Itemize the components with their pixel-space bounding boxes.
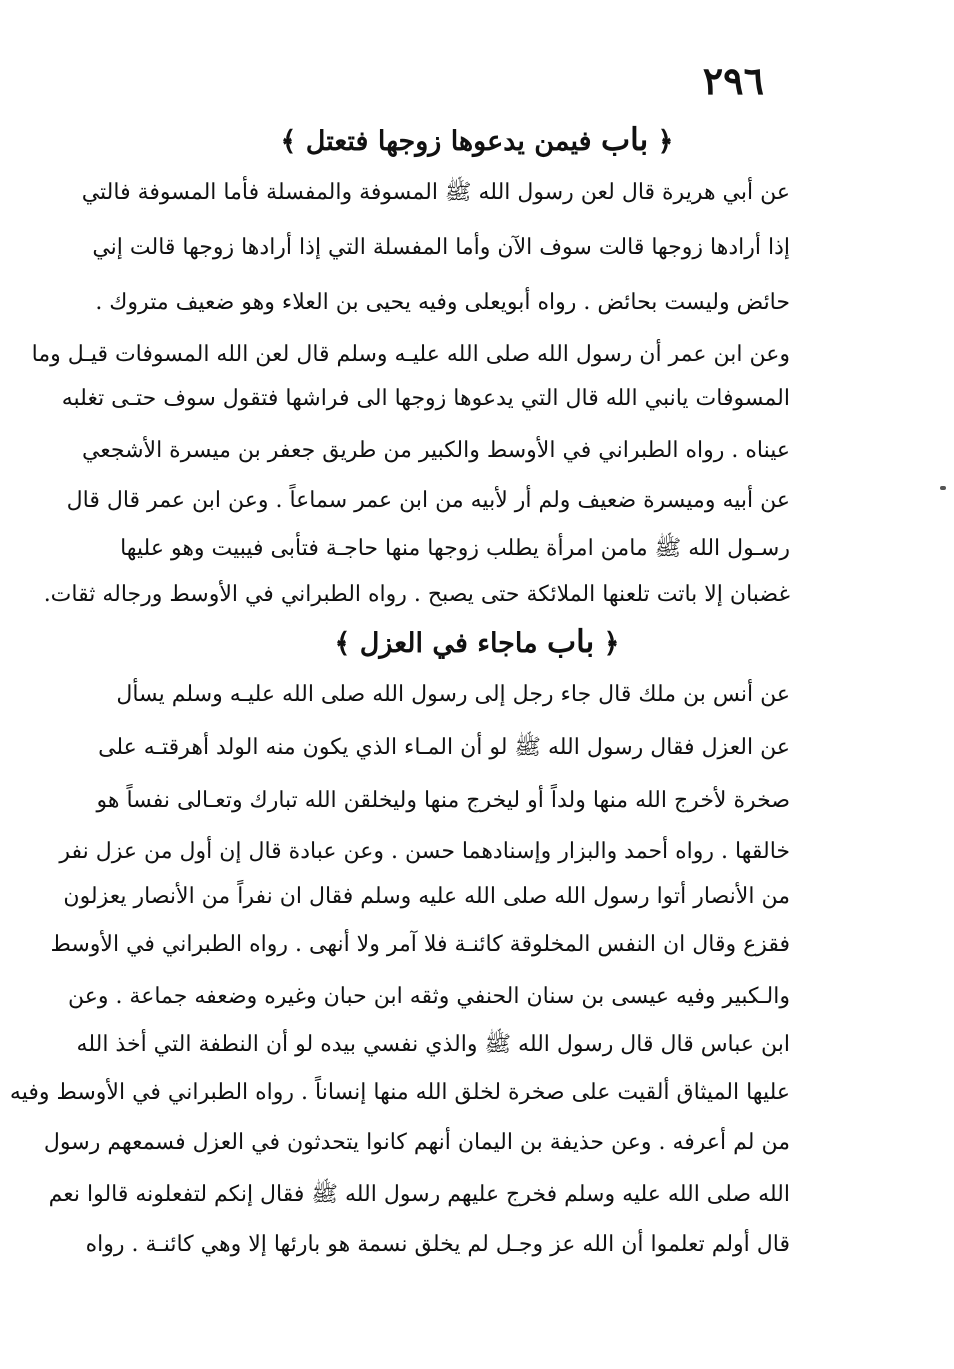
- text-line: عن أبي هريرة قال لعن رسول الله ﷺ المسوفة والمفسلة فأما المسوفة فالتي: [81, 180, 790, 205]
- heading-close-bracket: ﴾: [280, 126, 297, 157]
- text-line: عن أبيه وميسرة ضعيف ولم أر لأبيه من ابن عمر سماعاً . وعن ابن عمر قال قال: [66, 488, 790, 513]
- text-line: عن أنس بن ملك قال جاء رجل إلى رسول الله صلى الله عليـه وسلم يسأل: [116, 682, 790, 707]
- text-line: فقزع وقال ان النفس المخلوقة كائنـة فلا آمر ولا أنهى . رواه الطبراني في الأوسط: [50, 932, 790, 957]
- scan-speck: [940, 486, 946, 490]
- text-line: صخرة لأخرج الله منها ولداً أو ليخرج منها وليخلقن الله تبارك وتعـالى نفساً هو: [96, 788, 790, 813]
- text-line: خالقها . رواه أحمد والبزار وإسنادهما حسن . وعن عبادة قال إن أول من عزل نفر: [59, 839, 790, 864]
- chapter-heading: [120, 122, 834, 158]
- text-line: من الأنصار أتوا رسول الله صلى الله عليه وسلم فقال ان نفراً من الأنصار يعزلون: [63, 884, 790, 909]
- text-line: وعن ابن عمر أن رسول الله صلى الله عليـه وسلم قال لعن الله المسوفات قيـل وما: [31, 342, 790, 367]
- text-line: الله صلى الله عليه وسلم فخرج عليهم رسول الله ﷺ فقال إنكم لتفعلونه قالوا نعم: [48, 1182, 790, 1207]
- text-line: رسـول الله ﷺ مامن امرأة يطلب زوجها منها حاجـة فتأبى فيبيت وهو عليها: [120, 536, 790, 561]
- text-line: والـكبير وفيه عيسى بن سنان الحنفي وثقه ابن حبان وغيره وضعفه جماعة . وعن: [67, 984, 790, 1009]
- text-line: عن العزل فقال رسول الله ﷺ لو أن المـاء الذي يكون منه الولد أهرقتـه على: [98, 735, 790, 760]
- heading-title: ماجاء في العزل: [359, 628, 538, 659]
- text-line: المسوفات يانبي الله قال التي يدعوها زوجها الى فراشها فتقول سوف حتـى تغلبه: [61, 386, 790, 411]
- text-line: عليها الميثاق ألقيت على صخرة لخلق الله منها إنساناً . رواه الطبراني في الأوسط وفيه: [9, 1080, 790, 1105]
- text-line: قال أولم تعلموا أن الله عز وجـل لم يخلق نسمة هو بارئها إلا وهي كائنـة . رواه: [85, 1232, 790, 1257]
- heading-bab: باب: [600, 122, 649, 158]
- heading-open-bracket: ﴿: [657, 126, 674, 157]
- text-line: غضبان إلا باتت تلعنها الملائكة حتى يصبح . رواه الطبراني في الأوسط ورجاله ثقات.: [43, 582, 790, 607]
- text-line: عيناه . رواه الطبراني في الأوسط والكبير من طريق جعفر بن ميسرة الأشجعي: [81, 438, 790, 463]
- page-number: ٢٩٦: [702, 58, 764, 103]
- text-line: إذا أرادها زوجها قالت سوف الآن وأما المفسلة التي إذا أرادها زوجها قالت إني: [92, 235, 790, 260]
- heading-close-bracket: ﴾: [334, 628, 351, 659]
- chapter-heading: [120, 624, 834, 660]
- text-line: من لم أعرفه . وعن حذيفة بن اليمان أنهم كانوا يتحدثون في العزل فسمعهم رسول: [43, 1130, 790, 1155]
- heading-bab: باب: [546, 624, 595, 660]
- text-line: ابن عباس قال قال رسول الله ﷺ والذي نفسي بيده لو أن النطفة التي أخذ الله: [76, 1032, 790, 1057]
- heading-open-bracket: ﴿: [603, 628, 620, 659]
- text-line: حائض وليست بحائض . رواه أبويعلى وفيه يحيى بن العلاء وهو ضعيف متروك .: [95, 290, 790, 315]
- heading-title: فيمن يدعوها زوجها فتعتل: [305, 126, 592, 157]
